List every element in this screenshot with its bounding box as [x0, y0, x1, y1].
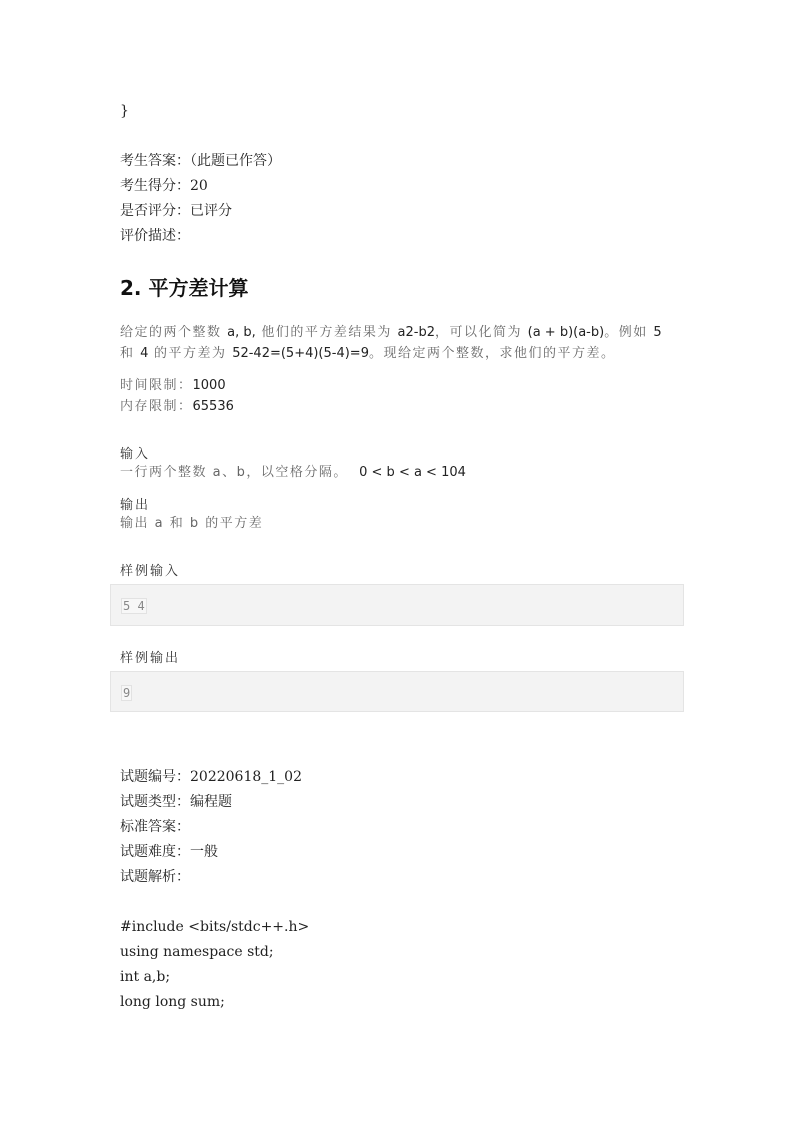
question-id: 试题编号：20220618_1_02 [120, 769, 302, 785]
code-line-3: int a,b; [120, 969, 171, 985]
output-description: 输出 a 和 b 的平方差 [120, 516, 264, 531]
closing-brace: } [120, 103, 129, 119]
sample-output-box [110, 671, 684, 712]
analysis: 试题解析： [120, 869, 190, 885]
memory-limit: 内存限制：65536 [120, 399, 234, 414]
problem-title: 2. 平方差计算 [120, 276, 249, 300]
code-line-1: #include <bits/stdc++.h> [120, 919, 310, 935]
sample-output-heading: 样例输出 [120, 651, 181, 666]
is-scored: 是否评分：已评分 [120, 203, 232, 219]
standard-answer: 标准答案： [120, 819, 190, 835]
evaluation: 评价描述： [120, 228, 190, 244]
time-limit: 时间限制：1000 [120, 378, 226, 393]
sample-input-code: 5 4 [123, 599, 145, 613]
input-description: 一行两个整数 a、b，以空格分隔。 0 < b < a < 104 [120, 465, 466, 480]
problem-description-line1: 给定的两个整数 a, b, 他们的平方差结果为 a2-b2，可以化简为 (a + b)(a-b)。例如 5 [120, 325, 662, 340]
examinee-answer: 考生答案：（此题已作答） [120, 153, 281, 169]
code-line-4: long long sum; [120, 994, 225, 1010]
sample-output-code: 9 [123, 686, 131, 700]
sample-input-box [110, 584, 684, 626]
output-heading: 输出 [120, 498, 151, 513]
sample-input-heading: 样例输入 [120, 564, 181, 579]
code-line-2: using namespace std; [120, 944, 274, 960]
difficulty: 试题难度：一般 [120, 844, 218, 860]
question-type: 试题类型：编程题 [120, 794, 232, 810]
input-heading: 输入 [120, 447, 151, 462]
problem-description-line2: 和 4 的平方差为 52-42=(5+4)(5-4)=9。现给定两个整数，求他们的平方差。 [120, 346, 616, 361]
examinee-score: 考生得分：20 [120, 178, 208, 194]
